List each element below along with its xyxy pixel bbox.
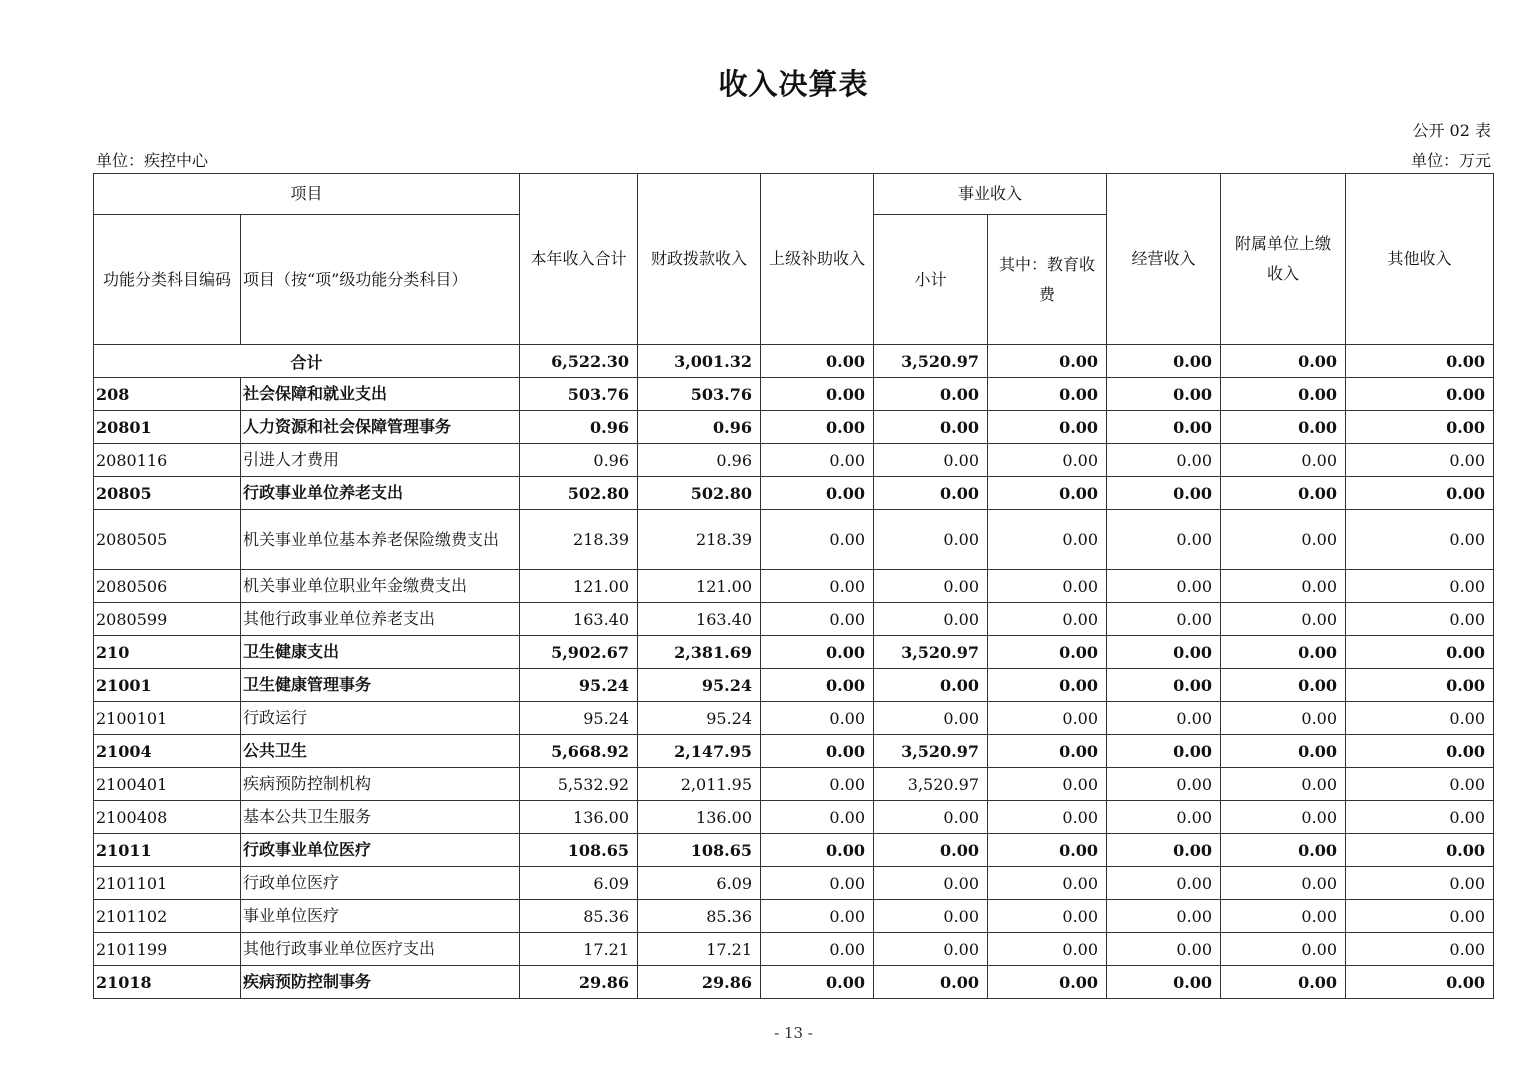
row-value: 0.00 — [1107, 801, 1221, 834]
row-value: 108.65 — [638, 834, 761, 867]
row-value: 0.00 — [761, 933, 874, 966]
row-code: 20805 — [94, 477, 241, 510]
row-value: 0.00 — [1346, 933, 1494, 966]
table-row — [94, 834, 1494, 867]
row-code: 21004 — [94, 735, 241, 768]
table-row — [94, 603, 1494, 636]
row-value: 0.00 — [761, 444, 874, 477]
row-value: 0.00 — [1221, 867, 1346, 900]
row-value: 0.00 — [1107, 834, 1221, 867]
row-value: 0.00 — [761, 702, 874, 735]
row-name: 社会保障和就业支出 — [241, 378, 520, 411]
row-value: 0.00 — [1221, 966, 1346, 999]
row-name: 疾病预防控制机构 — [241, 768, 520, 801]
table-row — [94, 768, 1494, 801]
row-value: 502.80 — [520, 477, 638, 510]
row-name: 机关事业单位职业年金缴费支出 — [241, 570, 520, 603]
table-row — [94, 570, 1494, 603]
row-value: 0.00 — [761, 768, 874, 801]
row-value: 3,520.97 — [874, 735, 988, 768]
table-row — [94, 477, 1494, 510]
row-name: 引进人才费用 — [241, 444, 520, 477]
row-name: 卫生健康管理事务 — [241, 669, 520, 702]
row-name: 其他行政事业单位养老支出 — [241, 603, 520, 636]
row-value: 0.00 — [761, 900, 874, 933]
header-code: 功能分类科目编码 — [94, 215, 241, 345]
row-value: 503.76 — [638, 378, 761, 411]
row-value: 0.00 — [1221, 477, 1346, 510]
income-table — [93, 173, 1494, 999]
header-subsidy: 上级补助收入 — [761, 174, 874, 345]
row-value: 0.00 — [761, 477, 874, 510]
row-value: 2,381.69 — [638, 636, 761, 669]
row-value: 163.40 — [520, 603, 638, 636]
header-project: 项目 — [94, 174, 520, 215]
header-name: 项目（按“项”级功能分类科目） — [241, 215, 520, 345]
row-code: 210 — [94, 636, 241, 669]
row-value: 95.24 — [520, 702, 638, 735]
row-value: 0.00 — [761, 735, 874, 768]
header-affiliated: 附属单位上缴收入 — [1221, 174, 1346, 345]
row-value: 0.00 — [1221, 702, 1346, 735]
row-name: 基本公共卫生服务 — [241, 801, 520, 834]
table-row — [94, 444, 1494, 477]
row-value: 0.00 — [761, 867, 874, 900]
total-value: 3,001.32 — [638, 345, 761, 378]
row-value: 0.00 — [874, 603, 988, 636]
row-value: 95.24 — [638, 702, 761, 735]
row-value: 0.96 — [638, 411, 761, 444]
row-value: 0.00 — [1346, 378, 1494, 411]
row-value: 95.24 — [638, 669, 761, 702]
row-value: 503.76 — [520, 378, 638, 411]
row-value: 0.00 — [761, 510, 874, 570]
row-value: 6.09 — [638, 867, 761, 900]
row-value: 0.00 — [1107, 768, 1221, 801]
row-value: 2,147.95 — [638, 735, 761, 768]
row-value: 0.00 — [1107, 570, 1221, 603]
row-name: 行政单位医疗 — [241, 867, 520, 900]
row-value: 29.86 — [520, 966, 638, 999]
row-value: 0.00 — [1107, 669, 1221, 702]
row-value: 0.00 — [988, 669, 1107, 702]
row-value: 0.00 — [1107, 603, 1221, 636]
row-code: 2101102 — [94, 900, 241, 933]
page-title: 收入决算表 — [718, 67, 869, 101]
row-value: 0.00 — [1221, 603, 1346, 636]
row-code: 2100408 — [94, 801, 241, 834]
row-value: 0.00 — [988, 768, 1107, 801]
row-value: 0.00 — [988, 801, 1107, 834]
row-value: 0.00 — [1221, 768, 1346, 801]
row-value: 0.00 — [988, 411, 1107, 444]
row-value: 0.00 — [988, 570, 1107, 603]
row-code: 208 — [94, 378, 241, 411]
row-value: 0.00 — [1346, 834, 1494, 867]
total-value: 0.00 — [1221, 345, 1346, 378]
row-value: 0.00 — [761, 411, 874, 444]
row-value: 108.65 — [520, 834, 638, 867]
form-number: 公开 02 表 — [1412, 121, 1491, 140]
row-value: 0.00 — [988, 510, 1107, 570]
header-education: 其中：教育收费 — [988, 215, 1107, 345]
row-name: 其他行政事业单位医疗支出 — [241, 933, 520, 966]
total-value: 0.00 — [1346, 345, 1494, 378]
row-code: 20801 — [94, 411, 241, 444]
row-value: 17.21 — [520, 933, 638, 966]
row-name: 人力资源和社会保障管理事务 — [241, 411, 520, 444]
row-value: 0.00 — [874, 801, 988, 834]
row-value: 0.00 — [761, 834, 874, 867]
header-subtotal: 小计 — [874, 215, 988, 345]
row-code: 2101199 — [94, 933, 241, 966]
row-value: 95.24 — [520, 669, 638, 702]
row-value: 0.00 — [1221, 669, 1346, 702]
table-row — [94, 966, 1494, 999]
row-value: 0.00 — [1346, 603, 1494, 636]
row-code: 2080506 — [94, 570, 241, 603]
table-row — [94, 933, 1494, 966]
row-name: 机关事业单位基本养老保险缴费支出 — [241, 510, 520, 570]
header-business: 事业收入 — [874, 174, 1107, 215]
table-row — [94, 411, 1494, 444]
row-name: 行政事业单位医疗 — [241, 834, 520, 867]
total-value: 0.00 — [761, 345, 874, 378]
row-value: 0.96 — [520, 411, 638, 444]
row-value: 0.00 — [1107, 411, 1221, 444]
row-value: 0.00 — [761, 669, 874, 702]
row-value: 0.00 — [1346, 867, 1494, 900]
table-row — [94, 735, 1494, 768]
row-value: 0.00 — [874, 966, 988, 999]
row-value: 17.21 — [638, 933, 761, 966]
row-name: 行政事业单位养老支出 — [241, 477, 520, 510]
row-value: 0.00 — [1107, 933, 1221, 966]
table-row — [94, 702, 1494, 735]
row-value: 0.00 — [1221, 636, 1346, 669]
row-value: 0.00 — [874, 411, 988, 444]
total-value: 0.00 — [988, 345, 1107, 378]
row-value: 0.00 — [874, 444, 988, 477]
row-value: 0.00 — [761, 570, 874, 603]
row-value: 85.36 — [520, 900, 638, 933]
row-value: 0.00 — [1346, 669, 1494, 702]
row-value: 218.39 — [520, 510, 638, 570]
row-value: 0.00 — [1107, 900, 1221, 933]
row-value: 0.00 — [874, 933, 988, 966]
row-value: 0.96 — [638, 444, 761, 477]
row-value: 85.36 — [638, 900, 761, 933]
row-value: 163.40 — [638, 603, 761, 636]
total-value: 3,520.97 — [874, 345, 988, 378]
row-value: 0.00 — [1346, 510, 1494, 570]
row-value: 0.00 — [874, 570, 988, 603]
header-operating: 经营收入 — [1107, 174, 1221, 345]
unit-name: 单位：疾控中心 — [96, 151, 209, 170]
row-value: 0.96 — [520, 444, 638, 477]
total-value: 6,522.30 — [520, 345, 638, 378]
row-value: 0.00 — [1346, 636, 1494, 669]
row-value: 0.00 — [761, 801, 874, 834]
row-value: 0.00 — [988, 378, 1107, 411]
row-value: 0.00 — [1346, 735, 1494, 768]
row-value: 0.00 — [1346, 768, 1494, 801]
row-value: 0.00 — [1221, 510, 1346, 570]
row-name: 公共卫生 — [241, 735, 520, 768]
row-value: 0.00 — [1107, 636, 1221, 669]
row-value: 502.80 — [638, 477, 761, 510]
page-number: - 13 - — [774, 1024, 813, 1042]
row-code: 2101101 — [94, 867, 241, 900]
row-value: 6.09 — [520, 867, 638, 900]
row-value: 218.39 — [638, 510, 761, 570]
row-value: 0.00 — [1221, 411, 1346, 444]
header-other: 其他收入 — [1346, 174, 1494, 345]
row-value: 0.00 — [761, 378, 874, 411]
row-value: 0.00 — [988, 603, 1107, 636]
row-value: 0.00 — [874, 510, 988, 570]
row-name: 疾病预防控制事务 — [241, 966, 520, 999]
row-value: 5,668.92 — [520, 735, 638, 768]
row-value: 0.00 — [988, 636, 1107, 669]
table-row — [94, 378, 1494, 411]
table-row — [94, 867, 1494, 900]
row-code: 2080599 — [94, 603, 241, 636]
row-value: 3,520.97 — [874, 768, 988, 801]
row-value: 0.00 — [874, 477, 988, 510]
row-value: 0.00 — [1107, 444, 1221, 477]
row-code: 21001 — [94, 669, 241, 702]
row-value: 136.00 — [638, 801, 761, 834]
row-value: 0.00 — [1221, 735, 1346, 768]
row-value: 0.00 — [1221, 834, 1346, 867]
row-value: 121.00 — [520, 570, 638, 603]
row-name: 卫生健康支出 — [241, 636, 520, 669]
row-value: 0.00 — [988, 834, 1107, 867]
row-value: 0.00 — [988, 444, 1107, 477]
row-name: 事业单位医疗 — [241, 900, 520, 933]
row-value: 0.00 — [988, 477, 1107, 510]
row-value: 0.00 — [988, 933, 1107, 966]
row-value: 0.00 — [1346, 570, 1494, 603]
row-value: 0.00 — [1107, 702, 1221, 735]
table-row — [94, 900, 1494, 933]
row-value: 136.00 — [520, 801, 638, 834]
row-value: 0.00 — [1221, 933, 1346, 966]
row-value: 0.00 — [761, 603, 874, 636]
currency-unit: 单位：万元 — [1410, 151, 1491, 170]
row-value: 0.00 — [988, 702, 1107, 735]
row-code: 2100101 — [94, 702, 241, 735]
total-value: 0.00 — [1107, 345, 1221, 378]
row-value: 0.00 — [1346, 477, 1494, 510]
row-value: 3,520.97 — [874, 636, 988, 669]
row-value: 0.00 — [761, 966, 874, 999]
row-value: 0.00 — [1221, 900, 1346, 933]
row-value: 0.00 — [1107, 477, 1221, 510]
row-value: 0.00 — [874, 867, 988, 900]
row-value: 0.00 — [761, 636, 874, 669]
row-value: 0.00 — [988, 735, 1107, 768]
row-value: 121.00 — [638, 570, 761, 603]
table-row — [94, 636, 1494, 669]
row-code: 2080116 — [94, 444, 241, 477]
row-value: 0.00 — [1221, 378, 1346, 411]
row-value: 29.86 — [638, 966, 761, 999]
header-total: 本年收入合计 — [520, 174, 638, 345]
row-value: 0.00 — [1346, 900, 1494, 933]
row-value: 0.00 — [874, 702, 988, 735]
row-value: 0.00 — [874, 900, 988, 933]
row-value: 0.00 — [988, 966, 1107, 999]
row-name: 行政运行 — [241, 702, 520, 735]
row-code: 21018 — [94, 966, 241, 999]
row-value: 0.00 — [1346, 966, 1494, 999]
row-value: 0.00 — [1107, 378, 1221, 411]
table-row — [94, 510, 1494, 570]
row-value: 5,532.92 — [520, 768, 638, 801]
table-row — [94, 669, 1494, 702]
row-value: 0.00 — [1107, 867, 1221, 900]
row-value: 0.00 — [1221, 444, 1346, 477]
row-value: 5,902.67 — [520, 636, 638, 669]
total-label: 合计 — [94, 345, 520, 378]
row-value: 0.00 — [874, 378, 988, 411]
row-value: 0.00 — [1346, 411, 1494, 444]
header-fiscal: 财政拨款收入 — [638, 174, 761, 345]
row-value: 0.00 — [1346, 702, 1494, 735]
row-value: 0.00 — [1107, 735, 1221, 768]
row-value: 0.00 — [988, 867, 1107, 900]
row-value: 0.00 — [874, 669, 988, 702]
table-row — [94, 801, 1494, 834]
row-code: 21011 — [94, 834, 241, 867]
row-value: 0.00 — [1107, 966, 1221, 999]
row-value: 0.00 — [1346, 444, 1494, 477]
total-row — [94, 345, 1494, 378]
row-code: 2080505 — [94, 510, 241, 570]
row-value: 0.00 — [1346, 801, 1494, 834]
row-value: 0.00 — [988, 900, 1107, 933]
row-value: 2,011.95 — [638, 768, 761, 801]
row-value: 0.00 — [874, 834, 988, 867]
row-value: 0.00 — [1107, 510, 1221, 570]
row-value: 0.00 — [1221, 801, 1346, 834]
row-code: 2100401 — [94, 768, 241, 801]
row-value: 0.00 — [1221, 570, 1346, 603]
